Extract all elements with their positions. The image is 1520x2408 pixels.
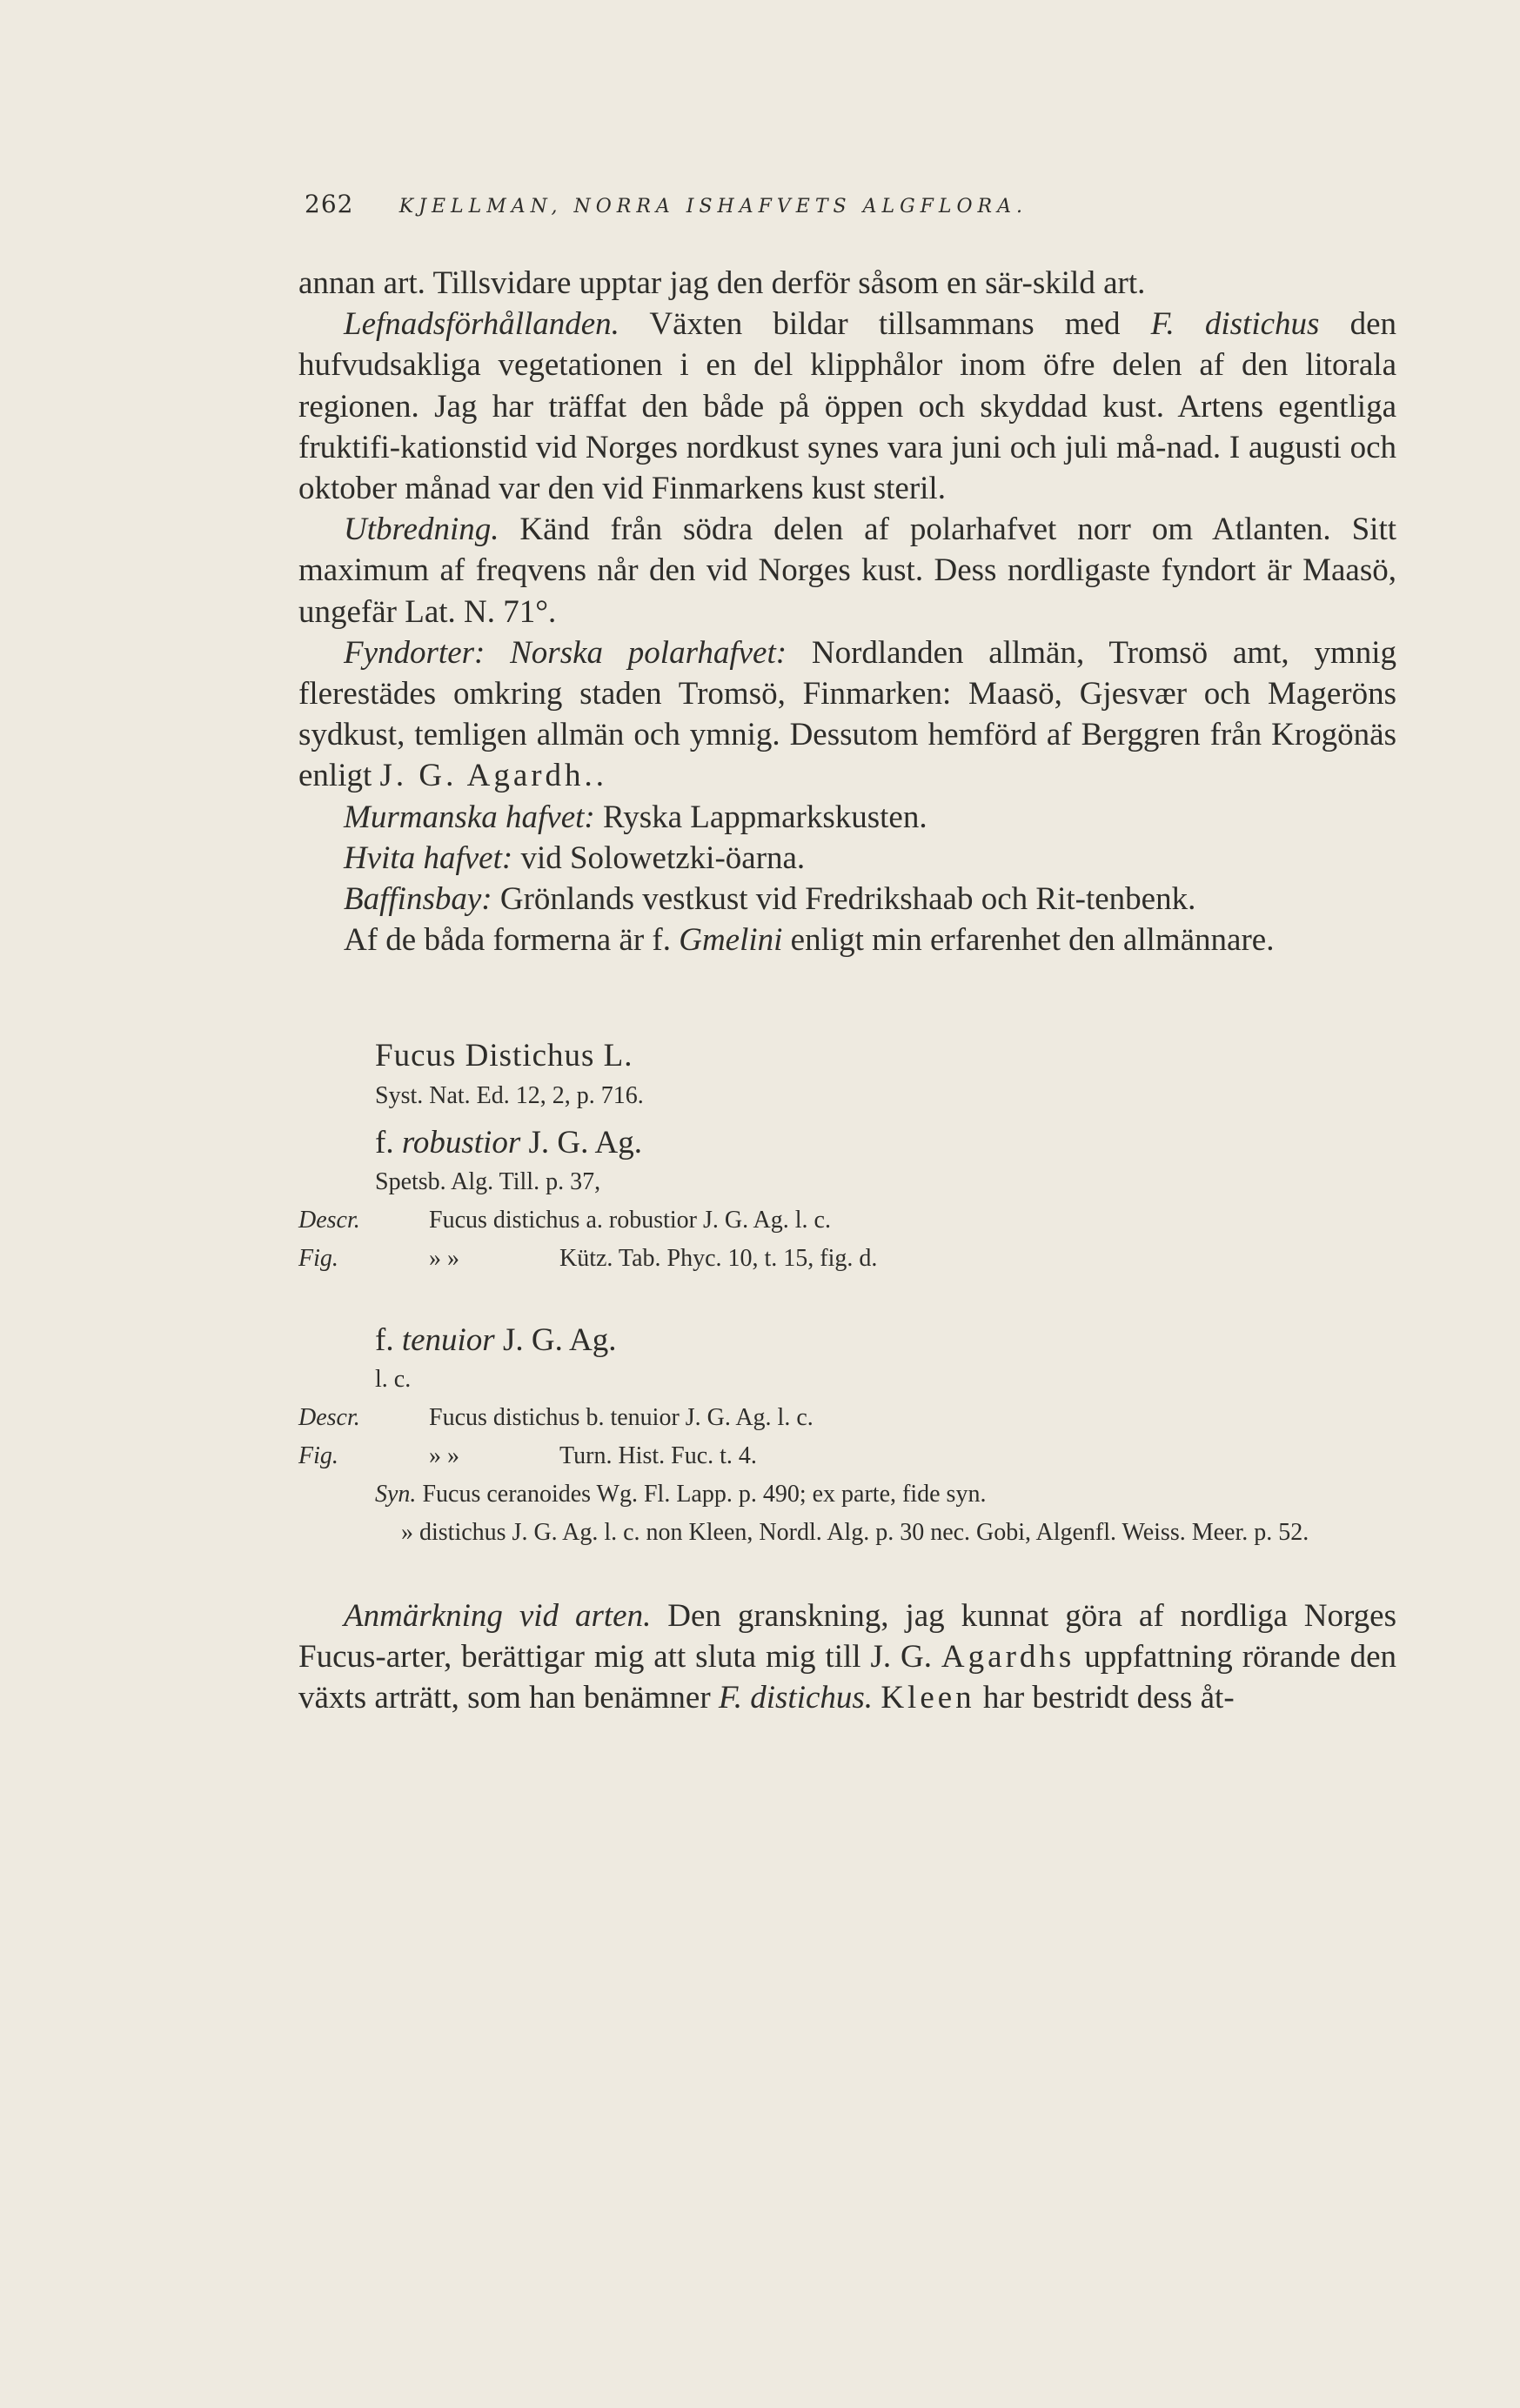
descr-label: Descr.	[298, 1404, 360, 1432]
body-text	[298, 263, 1396, 1719]
paragraph-text: Känd från södra delen af polarhafvet norr om Atlanten. Sitt maximum af freqvens når den vid Norges kust. Dess nordligaste fyndort är Maasö, ungefär Lat. N. 71°.	[298, 512, 1396, 630]
page-header	[305, 190, 1218, 218]
paragraph-hvita	[298, 838, 1396, 879]
paragraph-text: Den granskning, jag kunnat göra af nordliga Norges Fucus-arter, berättigar mig att sluta mig till J. G.	[298, 1598, 1396, 1676]
section-label: Anmärkning vid arten.	[344, 1598, 652, 1635]
paragraph-lefnadsforhallanden	[298, 304, 1396, 509]
paragraph-text: Af de båda formerna är f.	[344, 922, 671, 959]
paragraph-utbredning	[298, 509, 1396, 632]
author-name: Kleen	[881, 1680, 975, 1716]
paragraph	[298, 263, 1396, 304]
author-name: Agardhs	[941, 1639, 1075, 1676]
descr-text: Fucus distichus a. robustior J. G. Ag. l. c.	[429, 1206, 831, 1234]
fig-label: Fig.	[298, 1244, 338, 1272]
form-name: tenuior	[401, 1321, 495, 1358]
species-heading: Fucus Distichus L.	[375, 1038, 633, 1074]
fig-line	[298, 1437, 1396, 1475]
paragraph-text: Växten bildar tillsammans med	[649, 306, 1121, 343]
form-tenuior	[375, 1320, 1396, 1361]
descr-line	[298, 1201, 1396, 1240]
paragraph-text: den hufvudsakliga vegetationen i en del klipphålor inom öfre delen af den litorala regionen. Jag har träffat den både på öppen och skyddad kust. Artens egentliga fruktifi-kationstid vid Norges nordkust synes vara juni och juli må-nad. I augusti och oktober månad var den vid Finmarkens kust steril.	[298, 306, 1396, 507]
paragraph-text: enligt min erfarenhet den allmännare.	[790, 922, 1275, 959]
form-citation: l. c.	[375, 1366, 412, 1394]
paragraph-text: annan art. Tillsvidare upptar jag den derför såsom en sär-skild art.	[298, 265, 1146, 301]
section-label: Lefnadsförhållanden.	[344, 306, 619, 343]
descr-label: Descr.	[298, 1206, 360, 1234]
paragraph-anmarkning	[298, 1595, 1396, 1719]
author-name: J. G. Agardh..	[379, 758, 608, 794]
page-number: 262	[305, 190, 354, 218]
running-title: KJELLMAN, NORRA ISHAFVETS ALGFLORA.	[398, 196, 1028, 217]
section-label: Utbredning.	[344, 512, 499, 548]
form-author: J. G. Ag.	[502, 1321, 617, 1358]
paragraph-formerna	[298, 920, 1396, 960]
paragraph-text: Ryska Lappmarkskusten.	[603, 799, 927, 835]
paragraph-text: uppfattning rörande den växts arträtt, som han benämner	[298, 1639, 1397, 1716]
descr-text: Fucus distichus b. tenuior J. G. Ag. l. c.	[429, 1404, 814, 1432]
syn-label: Syn.	[375, 1481, 417, 1508]
section-label: Fyndorter: Norska polarhafvet:	[344, 634, 787, 671]
ditto-marks: » »	[429, 1244, 459, 1272]
section-label: Hvita hafvet:	[344, 839, 513, 876]
paragraph-text: har bestridt dess åt-	[982, 1680, 1235, 1716]
species-citation: Syst. Nat. Ed. 12, 2, p. 716.	[375, 1081, 644, 1109]
form-name: robustior	[401, 1124, 521, 1161]
form-prefix: f.	[375, 1124, 394, 1161]
syn-text: Fucus ceranoides Wg. Fl. Lapp. p. 490; ex parte, fide syn.	[422, 1481, 987, 1508]
fig-label: Fig.	[298, 1442, 338, 1470]
descr-line	[298, 1399, 1396, 1437]
species-name: F. distichus	[1150, 306, 1320, 343]
species-name: Gmelini	[679, 922, 783, 959]
ditto-marks: » »	[429, 1442, 459, 1470]
form-author: J. G. Ag.	[528, 1124, 643, 1161]
section-label: Murmanska hafvet:	[344, 799, 595, 835]
form-prefix: f.	[375, 1321, 394, 1358]
paragraph-text: Grönlands vestkust vid Fredrikshaab och Rit-tenbenk.	[499, 881, 1196, 918]
paragraph-fyndorter	[298, 632, 1396, 797]
fig-line	[298, 1240, 1396, 1278]
paragraph-baffinsbay	[298, 879, 1396, 920]
paragraph-text: Nordlanden allmän, Tromsö amt, ymnig flerestädes omkring staden Tromsö, Finmarken: Maasö, Gjesvær och Mageröns sydkust, temligen allmän och ymnig. Dessutom hemförd af Berggren från Krogönäs enligt	[298, 634, 1397, 794]
paragraph-text: vid Solowetzki-öarna.	[520, 839, 806, 876]
paragraph-murmanska	[298, 797, 1396, 838]
syn-line-2: » distichus J. G. Ag. l. c. non Kleen, Nordl. Alg. p. 30 nec. Gobi, Algenfl. Weiss. Meer. p. 52.	[401, 1519, 1309, 1547]
section-label: Baffinsbay:	[344, 881, 492, 918]
form-citation: Spetsb. Alg. Till. p. 37,	[375, 1167, 601, 1195]
fig-text: Turn. Hist. Fuc. t. 4.	[559, 1442, 757, 1470]
species-name: F. distichus.	[718, 1680, 874, 1716]
fig-text: Kütz. Tab. Phyc. 10, t. 15, fig. d.	[559, 1244, 878, 1272]
syn-line	[375, 1475, 1396, 1514]
form-robustior	[375, 1122, 1396, 1163]
